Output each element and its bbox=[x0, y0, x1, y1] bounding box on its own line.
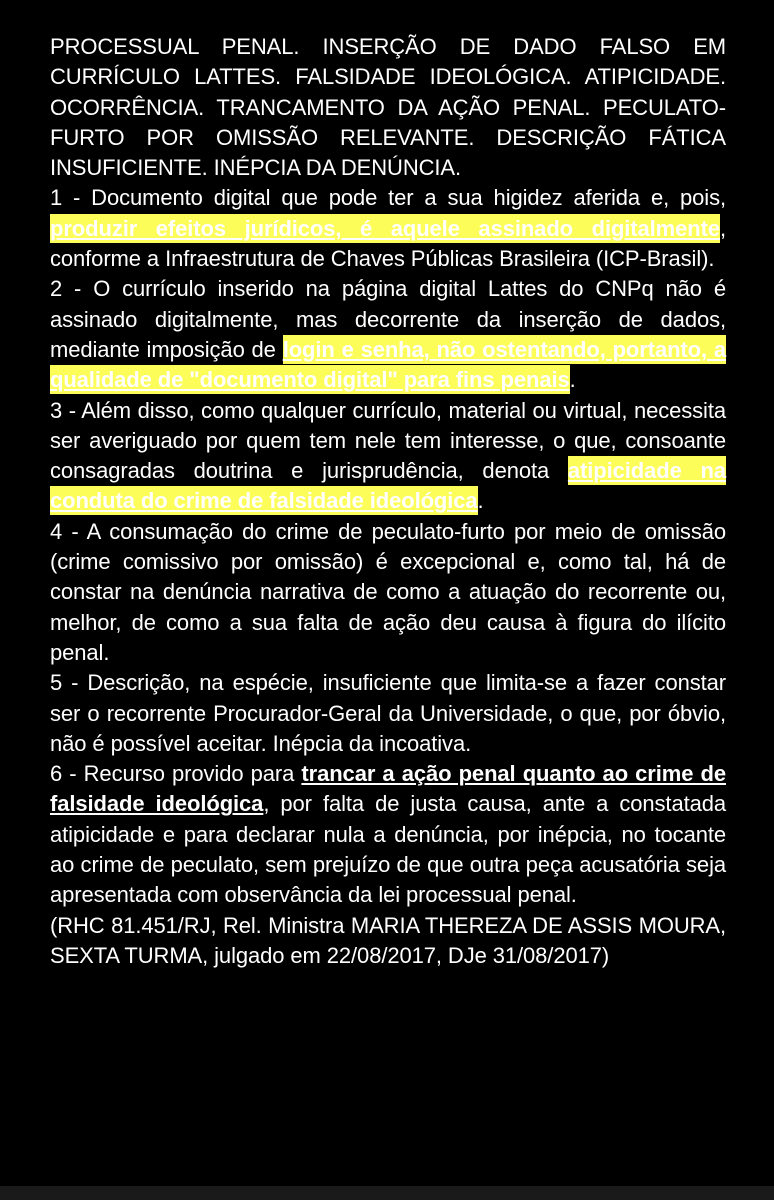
item-3-text: 3 - Além disso, como qualquer currículo, material ou virtual, necessita ser averiguado por quem tem nele tem interesse, o que, consoante consagradas doutrina e jurisprudência, denota bbox=[50, 397, 726, 484]
item-1-text: 1 - Documento digital que pode ter a sua higidez aferida e, pois, bbox=[50, 185, 726, 211]
item-1-highlight: produzir efeitos jurídicos, é aquele assinado digitalmente bbox=[50, 215, 720, 241]
item-1 bbox=[50, 183, 726, 274]
item-5: 5 - Descrição, na espécie, insuficiente que limita-se a fazer constar ser o recorrente Procurador-Geral da Universidade, o que, por óbvio, não é possível aceitar. Inépcia da incoativa. bbox=[50, 670, 726, 756]
item-2 bbox=[50, 274, 726, 395]
bottom-edge bbox=[0, 1186, 774, 1200]
item-3-highlight: atipicidade na conduta do crime de falsidade ideológica bbox=[50, 458, 726, 514]
item-6 bbox=[50, 759, 726, 910]
item-3-text-end: . bbox=[477, 488, 484, 514]
citation: (RHC 81.451/RJ, Rel. Ministra MARIA THEREZA DE ASSIS MOURA, SEXTA TURMA, julgado em 22/08/2017, DJe 31/08/2017) bbox=[50, 912, 726, 968]
item-6-underlined: trancar a ação penal quanto ao crime de falsidade ideológica bbox=[50, 761, 726, 817]
item-6-text-end: , por falta de justa causa, ante a constatada atipicidade e para declarar nula a denúncia, por inépcia, no tocante ao crime de peculato, sem prejuízo de que outra peça acusatória seja apresentada com observância da lei processual penal. bbox=[50, 791, 727, 908]
item-2-text-end: . bbox=[569, 367, 576, 393]
item-1-text-end: , conforme a Infraestrutura de Chaves Públicas Brasileira (ICP-Brasil). bbox=[50, 215, 726, 272]
item-3 bbox=[50, 396, 726, 517]
item-6-text: 6 - Recurso provido para bbox=[50, 761, 302, 787]
document-text bbox=[50, 32, 726, 971]
ementa-heading: PROCESSUAL PENAL. INSERÇÃO DE DADO FALSO EM CURRÍCULO LATTES. FALSIDADE IDEOLÓGICA. ATIPICIDADE. OCORRÊNCIA. TRANCAMENTO DA AÇÃO PENAL. PECULATO-FURTO POR OMISSÃO RELEVANTE. DESCRIÇÃO FÁTICA INSUFICIENTE. INÉPCIA DA DENÚNCIA. bbox=[50, 34, 726, 181]
item-2-text: 2 - O currículo inserido na página digital Lattes do CNPq não é assinado digitalmente, mas decorrente da inserção de dados, mediante imposição de bbox=[50, 276, 726, 362]
item-2-highlight: login e senha, não ostentando, portanto, a qualidade de "documento digital" para fins penais bbox=[50, 336, 727, 393]
item-4: 4 - A consumação do crime de peculato-furto por meio de omissão (crime comissivo por omissão) é excepcional e, como tal, há de constar na denúncia narrativa de como a atuação do recorrente ou, melhor, de como a sua falta de ação deu causa à figura do ilícito penal. bbox=[50, 518, 726, 665]
